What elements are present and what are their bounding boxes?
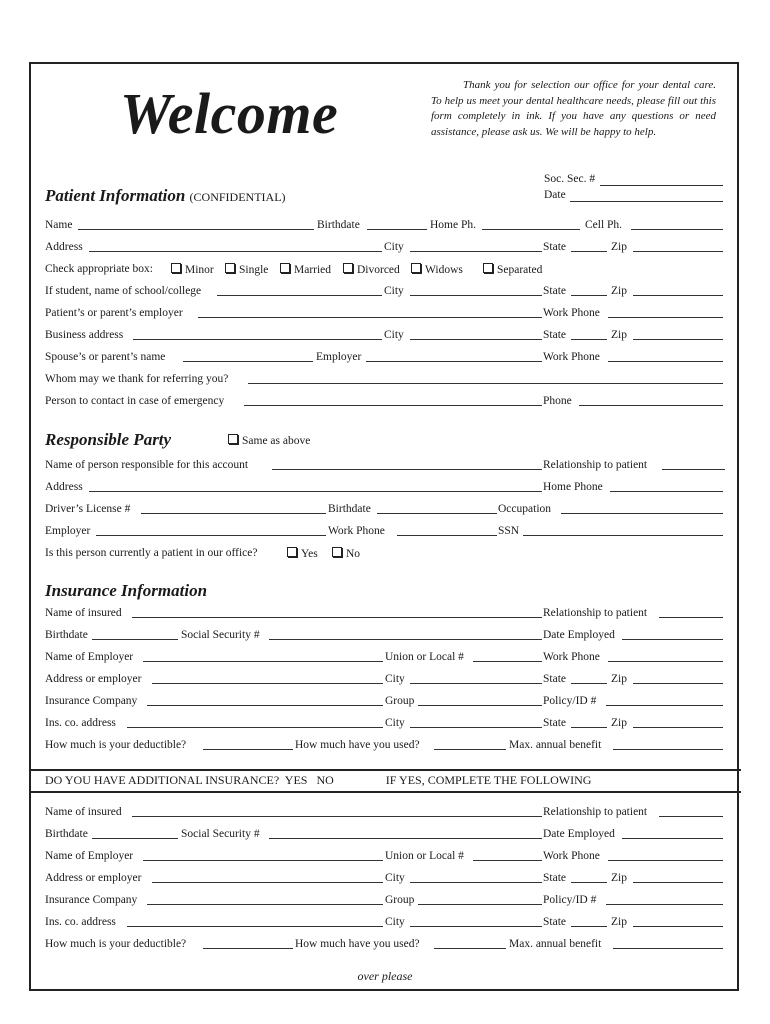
ins2-row-deductible xyxy=(45,938,725,954)
soc-sec-label: Soc. Sec. # xyxy=(544,173,596,185)
confidential-label: (CONFIDENTIAL) xyxy=(189,190,286,204)
minor-label: Minor xyxy=(185,264,214,276)
state-label: State xyxy=(543,329,566,341)
relationship-field[interactable] xyxy=(662,469,725,470)
checkbox-icon xyxy=(332,547,342,557)
ins-co-address-field[interactable] xyxy=(127,727,383,728)
ins-co-city-label: City xyxy=(385,717,405,729)
union-local-label: Union or Local # xyxy=(385,651,464,663)
patient-title-text: Patient Information xyxy=(45,186,186,205)
spouse-employer-field[interactable] xyxy=(366,361,542,362)
checkbox-icon xyxy=(287,547,297,557)
ins-city-label: City xyxy=(385,673,405,685)
checkbox-icon xyxy=(483,263,493,273)
responsible-address-label: Address xyxy=(45,481,83,493)
date-employed-field-2[interactable] xyxy=(622,838,723,839)
emergency-label: Person to contact in case of emergency xyxy=(45,395,225,407)
union-local-label: Union or Local # xyxy=(385,850,464,862)
checkbox-icon xyxy=(171,263,181,273)
responsible-birthdate-label: Birthdate xyxy=(328,503,371,515)
ins-co-city-label: City xyxy=(385,916,405,928)
yes-label: Yes xyxy=(301,548,318,560)
checkbox-minor[interactable] xyxy=(171,263,214,276)
home-phone-field[interactable] xyxy=(610,491,723,492)
date-line xyxy=(570,201,723,202)
relationship-label: Relationship to patient xyxy=(543,459,648,471)
responsible-birthdate-field[interactable] xyxy=(377,513,497,514)
responsible-work-phone-field[interactable] xyxy=(397,535,497,536)
name-label: Name xyxy=(45,219,73,231)
occupation-field[interactable] xyxy=(561,513,723,514)
name-field[interactable] xyxy=(78,229,314,230)
policy-id-label: Policy/ID # xyxy=(543,894,597,906)
separated-label: Separated xyxy=(497,264,543,276)
responsible-name-label: Name of person responsible for this account xyxy=(45,459,249,471)
max-benefit-field-2[interactable] xyxy=(613,948,723,949)
referral-field[interactable] xyxy=(248,383,723,384)
additional-insurance-banner xyxy=(45,773,591,788)
zip-label: Zip xyxy=(611,241,627,253)
patient-row-school xyxy=(45,285,725,301)
deductible-label: How much is your deductible? xyxy=(45,739,187,751)
school-label: If student, name of school/college xyxy=(45,285,202,297)
responsible-row-current xyxy=(45,547,725,563)
same-as-above-label: Same as above xyxy=(242,435,311,447)
spouse-work-phone-field[interactable] xyxy=(608,361,723,362)
max-benefit-label: Max. annual benefit xyxy=(509,739,602,751)
ins-work-phone-field[interactable] xyxy=(608,661,723,662)
cell-ph-label: Cell Ph. xyxy=(585,219,623,231)
ins-row-co-address xyxy=(45,717,725,733)
checkbox-married[interactable] xyxy=(280,263,331,276)
used-field[interactable] xyxy=(434,749,506,750)
checkbox-icon xyxy=(280,263,290,273)
responsible-row-license xyxy=(45,503,725,519)
deductible-field-2[interactable] xyxy=(203,948,293,949)
address-employer-field-2[interactable] xyxy=(152,882,383,883)
work-phone-label: Work Phone xyxy=(543,307,600,319)
deductible-field[interactable] xyxy=(203,749,293,750)
emergency-phone-field[interactable] xyxy=(579,405,723,406)
same-as-above[interactable] xyxy=(228,434,348,450)
date-field[interactable] xyxy=(544,189,566,201)
ins-co-state-label: State xyxy=(543,717,566,729)
work-phone-field[interactable] xyxy=(608,317,723,318)
state-field[interactable] xyxy=(571,251,607,252)
address-employer-label: Address or employer xyxy=(45,673,142,685)
spouse-employer-label: Employer xyxy=(316,351,362,363)
group-label: Group xyxy=(385,894,415,906)
social-security-label: Social Security # xyxy=(181,828,260,840)
phone-label: Phone xyxy=(543,395,572,407)
max-benefit-label: Max. annual benefit xyxy=(509,938,602,950)
insurance-section-title: Insurance Information xyxy=(45,581,208,600)
patient-row-spouse xyxy=(45,351,725,367)
divorced-label: Divorced xyxy=(357,264,400,276)
ins-co-state-field-2[interactable] xyxy=(571,926,607,927)
date-label: Date xyxy=(544,189,566,201)
ins-work-phone-label: Work Phone xyxy=(543,850,600,862)
used-label: How much have you used? xyxy=(295,938,420,950)
checkbox-icon xyxy=(411,263,421,273)
school-state-field[interactable] xyxy=(571,295,607,296)
responsible-work-phone-label: Work Phone xyxy=(328,525,385,537)
date-employed-label: Date Employed xyxy=(543,629,615,641)
patient-row-status xyxy=(45,263,725,279)
ins2-row-birthdate xyxy=(45,828,725,844)
name-insured-label: Name of insured xyxy=(45,806,122,818)
ins-zip-field[interactable] xyxy=(633,683,723,684)
zip-label: Zip xyxy=(611,285,627,297)
responsible-name-field[interactable] xyxy=(272,469,542,470)
city-label: City xyxy=(384,241,404,253)
ins2-row-address xyxy=(45,872,725,888)
checkbox-icon xyxy=(225,263,235,273)
ins-relationship-field[interactable] xyxy=(659,617,723,618)
business-state-field[interactable] xyxy=(571,339,607,340)
checkbox-icon xyxy=(343,263,353,273)
insurance-company-label: Insurance Company xyxy=(45,894,138,906)
ins-co-address-label: Ins. co. address xyxy=(45,717,116,729)
address-label: Address xyxy=(45,241,83,253)
social-security-field[interactable] xyxy=(269,639,542,640)
section-divider-top xyxy=(29,769,741,771)
married-label: Married xyxy=(294,264,332,276)
checkbox-single[interactable] xyxy=(225,263,268,276)
additional-instruction: IF YES, COMPLETE THE FOLLOWING xyxy=(385,773,592,787)
cell-ph-field[interactable] xyxy=(631,229,723,230)
ins-co-city-field-2[interactable] xyxy=(410,926,542,927)
patient-row-emergency xyxy=(45,395,725,411)
birthdate-label: Birthdate xyxy=(317,219,360,231)
group-label: Group xyxy=(385,695,415,707)
school-zip-field[interactable] xyxy=(633,295,723,296)
ins-row-name xyxy=(45,607,725,623)
patient-section-title xyxy=(45,186,286,206)
soc-sec-field[interactable] xyxy=(544,173,595,185)
additional-question: DO YOU HAVE ADDITIONAL INSURANCE? xyxy=(45,773,280,787)
ins2-row-name xyxy=(45,806,725,822)
ssn-field[interactable] xyxy=(523,535,723,536)
zip-field[interactable] xyxy=(633,251,723,252)
city-label: City xyxy=(384,285,404,297)
city-label: City xyxy=(384,329,404,341)
ins-row-employer xyxy=(45,651,725,667)
name-employer-field[interactable] xyxy=(143,661,383,662)
ins-city-label: City xyxy=(385,872,405,884)
insurance-company-field-2[interactable] xyxy=(147,904,383,905)
union-local-field-2[interactable] xyxy=(473,860,542,861)
ins-co-city-field[interactable] xyxy=(410,727,542,728)
used-field-2[interactable] xyxy=(434,948,506,949)
spouse-label: Spouse’s or parent’s name xyxy=(45,351,166,363)
checkbox-icon xyxy=(228,434,238,444)
home-ph-label: Home Ph. xyxy=(430,219,476,231)
ins-city-field[interactable] xyxy=(410,683,542,684)
ins-row-deductible xyxy=(45,739,725,755)
no-label: No xyxy=(346,548,361,560)
checkbox-separated[interactable] xyxy=(483,263,542,276)
union-local-field[interactable] xyxy=(473,661,542,662)
address-employer-label: Address or employer xyxy=(45,872,142,884)
address-field[interactable] xyxy=(89,251,382,252)
ins2-row-employer xyxy=(45,850,725,866)
school-city-field[interactable] xyxy=(410,295,542,296)
ins-state-label: State xyxy=(543,872,566,884)
license-label: Driver’s License # xyxy=(45,503,131,515)
additional-yes-option[interactable]: YES xyxy=(284,773,308,787)
checkbox-yes[interactable] xyxy=(287,547,318,560)
policy-id-field[interactable] xyxy=(606,705,723,706)
business-city-field[interactable] xyxy=(410,339,542,340)
ins-row-address xyxy=(45,673,725,689)
ssn-label: SSN xyxy=(498,525,520,537)
widows-label: Widows xyxy=(425,264,463,276)
work-phone-label: Work Phone xyxy=(543,351,600,363)
group-field-2[interactable] xyxy=(418,904,542,905)
name-insured-field[interactable] xyxy=(132,617,542,618)
ins-co-zip-field[interactable] xyxy=(633,727,723,728)
birthdate-field[interactable] xyxy=(367,229,427,230)
social-security-field-2[interactable] xyxy=(269,838,542,839)
soc-sec-line xyxy=(600,185,723,186)
name-employer-label: Name of Employer xyxy=(45,850,134,862)
footer-note: over please xyxy=(357,969,413,983)
ins-co-state-field[interactable] xyxy=(571,727,607,728)
patient-employer-field[interactable] xyxy=(198,317,542,318)
patient-row-business xyxy=(45,329,725,345)
ins-relationship-label: Relationship to patient xyxy=(543,806,648,818)
patient-row-name xyxy=(45,219,725,235)
responsible-employer-field[interactable] xyxy=(96,535,326,536)
page-title: Welcome xyxy=(120,81,339,146)
current-patient-label: Is this person currently a patient in our office? xyxy=(45,547,258,559)
address-employer-field[interactable] xyxy=(152,683,383,684)
insurance-company-label: Insurance Company xyxy=(45,695,138,707)
school-field[interactable] xyxy=(217,295,382,296)
business-zip-field[interactable] xyxy=(633,339,723,340)
ins-work-phone-label: Work Phone xyxy=(543,651,600,663)
policy-id-label: Policy/ID # xyxy=(543,695,597,707)
date-employed-label: Date Employed xyxy=(543,828,615,840)
employer-label: Patient’s or parent’s employer xyxy=(45,307,183,319)
license-field[interactable] xyxy=(141,513,326,514)
responsible-row-employer xyxy=(45,525,725,541)
checkbox-widows[interactable] xyxy=(411,263,463,276)
ins2-row-co-address xyxy=(45,916,725,932)
deductible-label: How much is your deductible? xyxy=(45,938,187,950)
section-divider-bottom xyxy=(29,791,741,793)
ins2-row-company xyxy=(45,894,725,910)
name-insured-field-2[interactable] xyxy=(132,816,542,817)
checkbox-divorced[interactable] xyxy=(343,263,400,276)
emergency-field[interactable] xyxy=(244,405,542,406)
responsible-row-address xyxy=(45,481,725,497)
ins-zip-field-2[interactable] xyxy=(633,882,723,883)
state-label: State xyxy=(543,241,566,253)
patient-row-referral xyxy=(45,373,725,389)
referral-label: Whom may we thank for referring you? xyxy=(45,373,229,385)
max-benefit-field[interactable] xyxy=(613,749,723,750)
responsible-address-field[interactable] xyxy=(89,491,542,492)
name-employer-label: Name of Employer xyxy=(45,651,134,663)
ins-state-label: State xyxy=(543,673,566,685)
state-label: State xyxy=(543,285,566,297)
ins-row-company xyxy=(45,695,725,711)
occupation-label: Occupation xyxy=(498,503,552,515)
name-employer-field-2[interactable] xyxy=(143,860,383,861)
responsible-section-title: Responsible Party xyxy=(45,430,172,449)
ins-relationship-field-2[interactable] xyxy=(659,816,723,817)
policy-id-field-2[interactable] xyxy=(606,904,723,905)
ins-co-address-field-2[interactable] xyxy=(127,926,383,927)
ins-state-field[interactable] xyxy=(571,683,607,684)
business-address-field[interactable] xyxy=(133,339,382,340)
ins-birthdate-label: Birthdate xyxy=(45,629,88,641)
used-label: How much have you used? xyxy=(295,739,420,751)
zip-label: Zip xyxy=(611,329,627,341)
ins-co-zip-label: Zip xyxy=(611,916,627,928)
ins-state-field-2[interactable] xyxy=(571,882,607,883)
ins-zip-label: Zip xyxy=(611,673,627,685)
spouse-field[interactable] xyxy=(183,361,313,362)
patient-row-employer xyxy=(45,307,725,323)
ins-city-field-2[interactable] xyxy=(410,882,542,883)
checkbox-no[interactable] xyxy=(332,547,360,560)
home-ph-field[interactable] xyxy=(482,229,580,230)
ins-birthdate-field-2[interactable] xyxy=(92,838,178,839)
date-employed-field[interactable] xyxy=(622,639,723,640)
social-security-label: Social Security # xyxy=(181,629,260,641)
name-insured-label: Name of insured xyxy=(45,607,122,619)
additional-no-option[interactable]: NO xyxy=(316,773,334,787)
ins-row-birthdate xyxy=(45,629,725,645)
ins-co-state-label: State xyxy=(543,916,566,928)
ins-co-zip-label: Zip xyxy=(611,717,627,729)
responsible-row-name xyxy=(45,459,725,475)
ins-work-phone-field-2[interactable] xyxy=(608,860,723,861)
ins-co-address-label: Ins. co. address xyxy=(45,916,116,928)
ins-birthdate-field[interactable] xyxy=(92,639,178,640)
intro-text: Thank you for selection our office for your dental care. To help us meet your dental healthcare needs, please fill out this form completely in ink. If you have any questions or need assistance, please ask us. We will be happy to help. xyxy=(431,79,716,138)
check-label: Check appropriate box: xyxy=(45,263,153,275)
patient-row-address xyxy=(45,241,725,257)
ins-relationship-label: Relationship to patient xyxy=(543,607,648,619)
ins-zip-label: Zip xyxy=(611,872,627,884)
home-phone-label: Home Phone xyxy=(543,481,603,493)
city-field[interactable] xyxy=(410,251,542,252)
responsible-employer-label: Employer xyxy=(45,525,91,537)
insurance-company-field[interactable] xyxy=(147,705,383,706)
ins-birthdate-label: Birthdate xyxy=(45,828,88,840)
business-address-label: Business address xyxy=(45,329,124,341)
group-field[interactable] xyxy=(418,705,542,706)
ins-co-zip-field-2[interactable] xyxy=(633,926,723,927)
single-label: Single xyxy=(239,264,269,276)
